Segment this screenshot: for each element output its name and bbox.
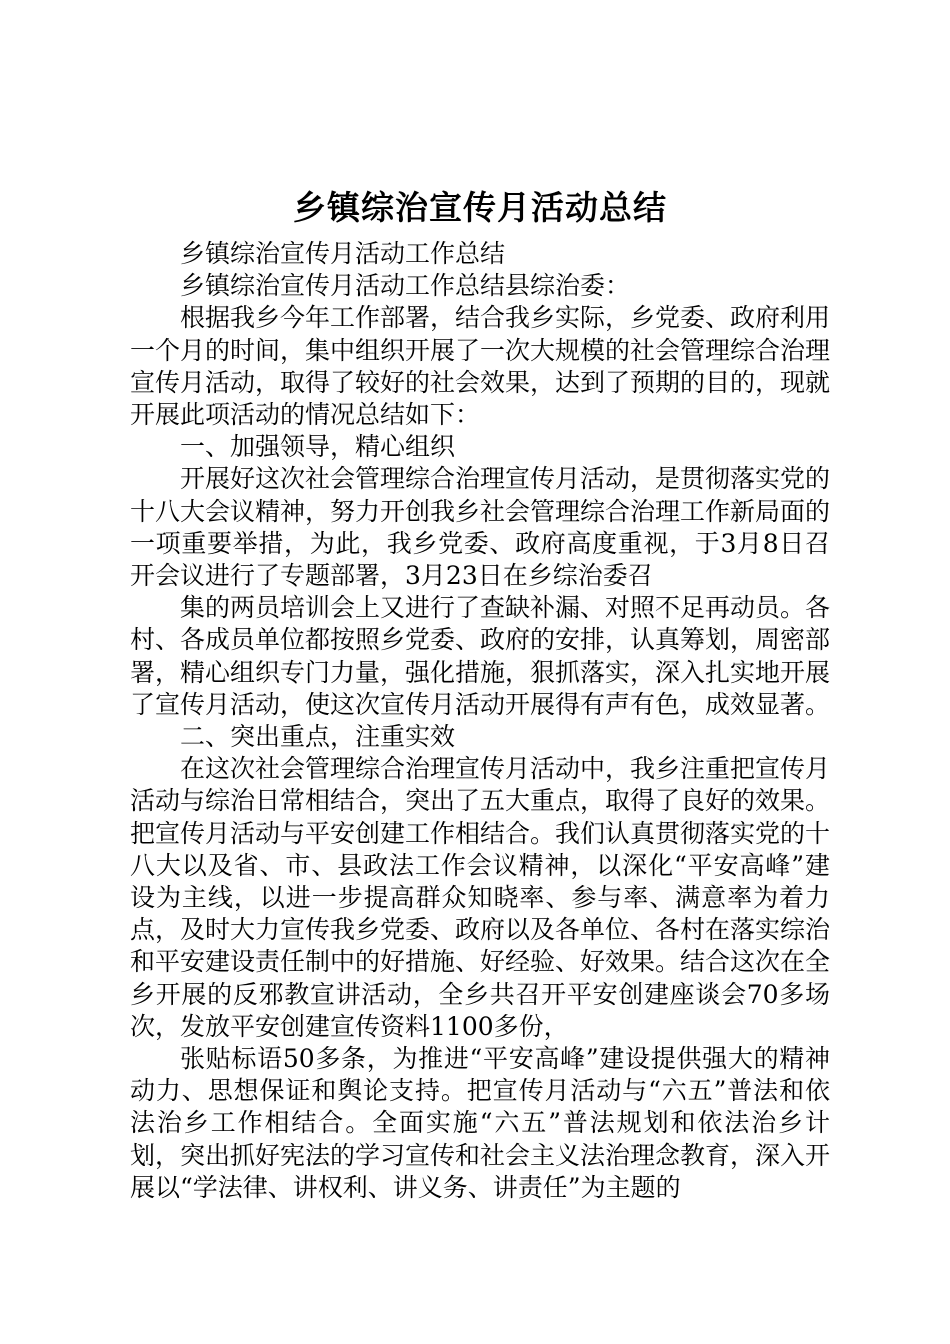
paragraph-body: 集的两员培训会上又进行了查缺补漏、对照不足再动员。各村、各成员单位都按照乡党委、政府的安排，认真筹划，周密部署，精心组织专门力量，强化措施，狠抓落实，深入扎实地开展了宣传月活动，使这次宣传月活动开展得有声有色，成效显著。 bbox=[130, 593, 831, 719]
section-heading-1: 一、加强领导，精心组织 bbox=[180, 432, 456, 462]
document-page bbox=[130, 185, 830, 1204]
paragraph-subtitle: 乡镇综治宣传月活动工作总结 bbox=[180, 239, 506, 268]
paragraph-intro: 根据我乡今年工作部署，结合我乡实际，乡党委、政府利用一个月的时间，集中组织开展了一次大规模的社会管理综合治理宣传月活动，取得了较好的社会效果，达到了预期的目的，现就开展此项活动的情况总结如下： bbox=[130, 303, 831, 430]
paragraph-body: 开展好这次社会管理综合治理宣传月活动，是贯彻落实党的十八大会议精神，努力开创我乡社会管理综合治理工作新局面的一项重要举措，为此，我乡党委、政府高度重视，于3月8日召开会议进行了专题部署，3月23日在乡综治委召 bbox=[130, 464, 831, 591]
paragraph-body: 在这次社会管理综合治理宣传月活动中，我乡注重把宣传月活动与综治日常相结合，突出了五大重点，取得了良好的效果。把宣传月活动与平安创建工作相结合。我们认真贯彻落实党的十八大以及省、市、县政法工作会议精神，以深化“平安高峰”建设为主线，以进一步提高群众知晓率、参与率、满意率为着力点，及时大力宣传我乡党委、政府以及各单位、各村在落实综治和平安建设责任制中的好措施、好经验、好效果。结合这次在全乡开展的反邪教宣讲活动，全乡共召开平安创建座谈会70多场次，发放平安创建宣传资料1100多份， bbox=[130, 754, 831, 1041]
paragraph-addressee: 乡镇综治宣传月活动工作总结县综治委： bbox=[180, 271, 631, 301]
document-title: 乡镇综治宣传月活动总结 bbox=[293, 188, 667, 227]
section-heading-2: 二、突出重点，注重实效 bbox=[180, 722, 456, 752]
paragraph-body: 张贴标语50多条，为推进“平安高峰”建设提供强大的精神动力、思想保证和舆论支持。把宣传月活动与“六五”普法和依法治乡工作相结合。全面实施“六五”普法规划和依法治乡计划，突出抓好宪法的学习宣传和社会主义法治理念教育，深入开展以“学法律、讲权利、讲义务、讲责任”为主题的 bbox=[130, 1044, 831, 1202]
